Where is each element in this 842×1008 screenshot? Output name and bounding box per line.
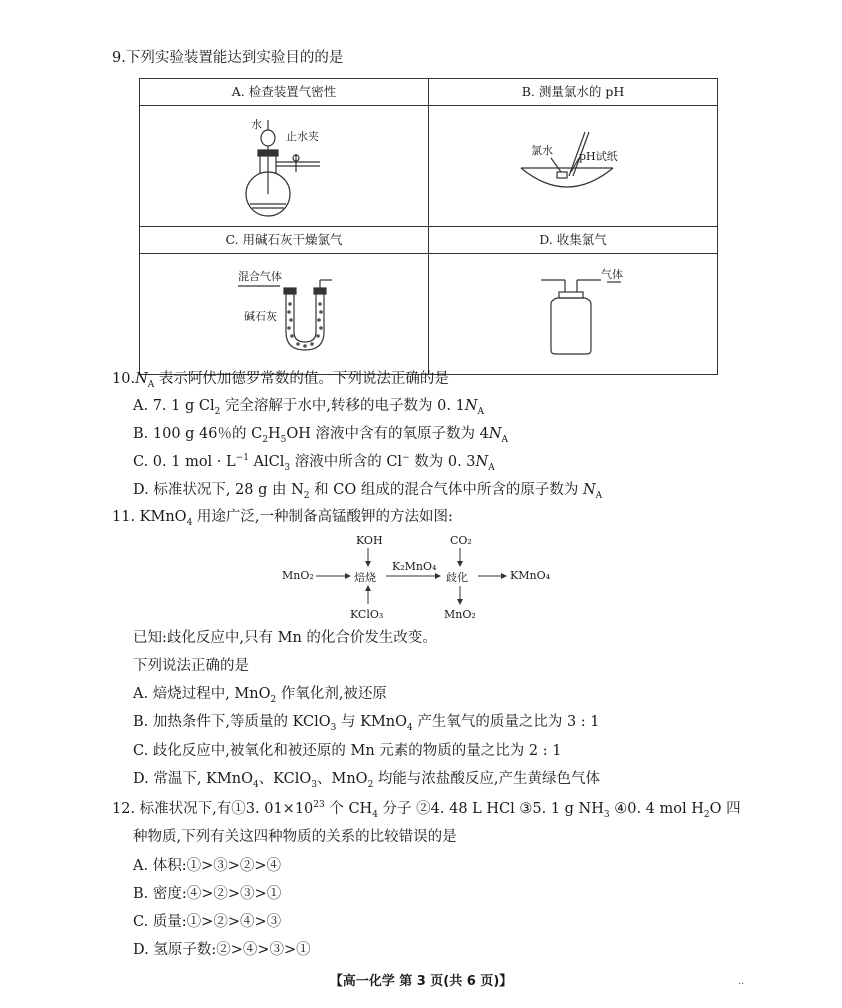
mno2-input-label: MnO₂ — [282, 569, 314, 582]
disproportionation-step: 歧化 — [446, 571, 468, 584]
q10-option-b: B. 100 g 46％的 $C_2H_5OH$ 溶液中含有的氧原子数为 $4N_A$ — [133, 426, 509, 445]
clamp-label: 止水夹 — [286, 130, 319, 143]
q12-option-b: B. 密度:④>②>③>① — [133, 886, 282, 902]
gas-label: 气体 — [601, 268, 623, 281]
water-label: 水 — [251, 118, 262, 131]
gas-bottle-diagram — [429, 254, 718, 360]
co2-label: CO₂ — [450, 534, 472, 547]
kclo3-label: KClO₃ — [350, 608, 384, 621]
q11-known: 已知:歧化反应中,只有 Mn 的化合价发生改变。 — [133, 630, 437, 646]
q11-option-d: D. 常温下, KMnO$_4$、KClO$_3$、MnO$_2$ 均能与浓盐酸反应,产生黄绿色气体 — [133, 771, 601, 790]
airtightness-apparatus-diagram — [140, 106, 429, 226]
footer-dots: .. — [738, 976, 745, 987]
q11-ask: 下列说法正确的是 — [133, 658, 249, 674]
roasting-step: 焙烧 — [354, 571, 376, 584]
q10-option-a: A. 7. 1 g $Cl_2$ 完全溶解于水中,转移的电子数为 0. $1N_A$ — [133, 398, 485, 417]
q11-stem: 11. KMnO$_4$ 用途广泛,一种制备高锰酸钾的方法如图: — [112, 509, 453, 528]
mno2-output-label: MnO₂ — [444, 608, 476, 621]
mixed-gas-label: 混合气体 — [238, 270, 282, 283]
q9-option-c-title: C. 用碱石灰干燥氯气 — [140, 227, 429, 254]
koh-label: KOH — [356, 534, 383, 547]
q11-option-b: B. 加热条件下,等质量的 KClO$_3$ 与 KMnO$_4$ 产生氧气的质量之比为 3 : 1 — [133, 714, 600, 733]
q12-stem-line1: 12. 标准状况下,有①3. $01\times 10^{23}$ 个 $CH_4$ 分子 ②4. 48 L HCl ③5. 1 g $NH_3$ ④0. 4 mol $H_2O$ 四 — [112, 800, 741, 820]
q9-option-d-figure — [429, 254, 718, 375]
q9-option-d-title: D. 收集氯气 — [429, 227, 718, 254]
q10-option-d: D. 标准状况下, 28 g 由 $N_2$ 和 CO 组成的混合气体中所含的原子数为 $N_A$ — [133, 482, 603, 501]
q12-option-a: A. 体积:①>③>②>④ — [133, 858, 282, 874]
q12-option-c: C. 质量:①>②>④>③ — [133, 914, 282, 930]
q9-option-c-figure — [140, 254, 429, 375]
q9-option-b-figure — [429, 106, 718, 227]
chlorine-water-label: 氯水 — [531, 144, 553, 157]
kmno4-process-flowchart — [280, 532, 580, 627]
q10-stem: $10.N_A$ 表示阿伏加德罗常数的值。下列说法正确的是 — [112, 371, 449, 390]
page-footer: 【高一化学 第 3 页(共 6 页)】 — [329, 974, 513, 989]
q9-option-a-figure — [140, 106, 429, 227]
q10-option-c: C. 0. 1 mol · $L^{-1}$ AlCl$_3$ 溶液中所含的 Cl− 数为 0. $3N_A$ — [133, 453, 495, 473]
k2mno4-label: K₂MnO₄ — [392, 560, 437, 573]
q11-option-c: C. 歧化反应中,被氧化和被还原的 Mn 元素的物质的量之比为 2 : 1 — [133, 743, 562, 759]
soda-lime-label: 碱石灰 — [244, 310, 277, 323]
q9-stem: 9.下列实验装置能达到实验目的的是 — [112, 50, 344, 66]
ph-test-diagram — [429, 106, 718, 226]
q9-option-b-title: B. 测量氯水的 pH — [429, 79, 718, 106]
q12-option-d: D. 氢原子数:②>④>③>① — [133, 942, 311, 958]
kmno4-output-label: KMnO₄ — [510, 569, 550, 582]
q11-option-a: A. 焙烧过程中, MnO$_2$ 作氧化剂,被还原 — [133, 686, 387, 705]
u-tube-diagram — [140, 254, 429, 360]
q9-option-a-title: A. 检查装置气密性 — [140, 79, 429, 106]
ph-paper-label: pH试纸 — [579, 150, 618, 163]
q9-apparatus-table — [139, 78, 718, 375]
q12-stem-line2: 种物质,下列有关这四种物质的关系的比较错误的是 — [133, 829, 457, 845]
